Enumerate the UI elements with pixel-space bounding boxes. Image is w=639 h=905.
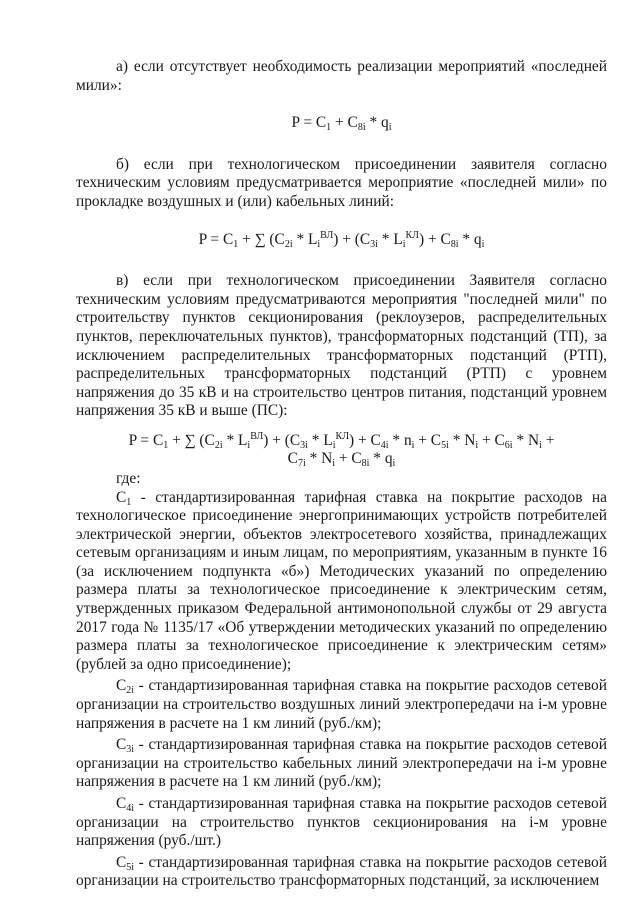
- formula-b: $P = C_1$ + ∑ $(C_{2i} * L_i^{ВЛ}) + (C_{3i} * L_i^{КЛ}) + C_{8i} * q_i$: [198, 229, 485, 250]
- formula-a: $P = C_1 + C_{8i} * q_i$: [291, 114, 392, 134]
- definition-c2i: $C_{2i}$ - стандартизированная тарифная ставка на покрытие расходов сетевой организации на строительство воздушных линий электропередачи на i-м уровне напряжения в расчете на 1 км линий (руб./км);: [76, 677, 607, 732]
- definition-c4i: $C_{4i}$ - стандартизированная тарифная ставка на покрытие расходов сетевой организации на строительство пунктов секционирования на i-м уровне напряжения (руб./шт.): [76, 795, 607, 850]
- definition-c3i: $C_{3i}$ - стандартизированная тарифная ставка на покрытие расходов сетевой организации на строительство кабельных линий электропередачи на i-м уровне напряжения в расчете на 1 км линий (руб./км);: [76, 736, 607, 791]
- formula-v-line-1: $P = C_1$ + ∑ $(C_{2i} * L_i^{ВЛ}) + (C_{3i} * L_i^{КЛ}) + C_{4i} * n_i + C_{5i} * N_i + C_{6i} * N_i$ +: [128, 430, 555, 451]
- definition-c1: $C_1$ - стандартизированная тарифная ставка на покрытие расходов на технологическое присоединение энергопринимающих устройств потребителей электрической энергии, объектов электросетевого хозяйства, принадлежащих сетевым организациям и иным лицам, по мероприятиям, указанным в пункте 16 (за исключением подпункта «б») Методических указаний по определению размера платы за технологическое присоединение к электрическим сетям, утвержденных приказом Федеральной антимонопольной службы от 29 августа 2017 года № 1135/17 «Об утверждении методических указаний по определению размера платы за технологическое присоединение к электрическим сетям» (рублей за одно присоединение);: [76, 488, 607, 673]
- paragraph-v: в) если при технологическом присоединении Заявителя согласно техническим условиям предусматриваются мероприятия "последней мили" по строительству пунктов секционирования (реклоузеров, распределительных пунктов, переключательных пунктов), трансформаторных подстанций (ТП), за исключением распределительных трансформаторных подстанций (РТП), распределительных трансформаторных подстанций (РТП) с уровнем напряжения до 35 кВ и на строительство центров питания, подстанций уровнем напряжения 35 кВ и выше (ПС):: [76, 272, 607, 420]
- formula-v: [76, 432, 607, 468]
- paragraph-a: а) если отсутствует необходимость реализации мероприятий «последней мили»:: [76, 58, 607, 94]
- where-label: где:: [116, 469, 141, 487]
- formula-v-line-2: $C_{7i} * N_i + C_{8i} * q_i$: [287, 449, 396, 469]
- paragraph-b: б) если при технологическом присоединении заявителя согласно техническим условиям предусматривается мероприятие «последней мили» по прокладке воздушных и (или) кабельных линий:: [76, 155, 607, 210]
- definition-c5i: $C_{5i}$ - стандартизированная тарифная ставка на покрытие расходов сетевой организации на строительство трансформаторных подстанций, за исключением: [76, 853, 607, 890]
